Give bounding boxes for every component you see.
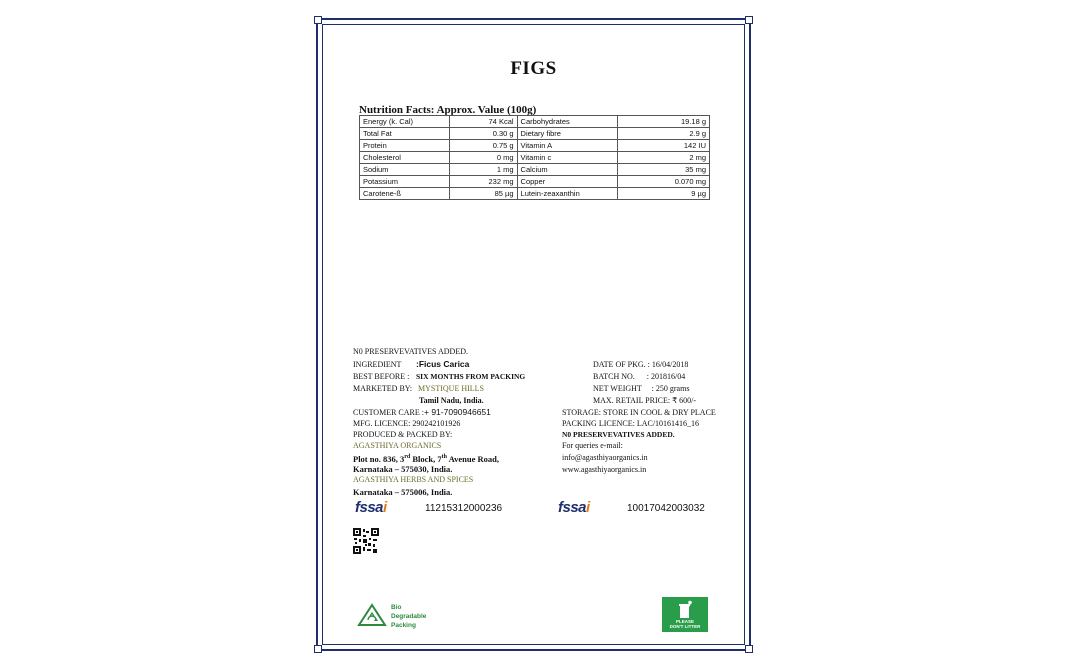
website-address: www.agasthiyaorganics.in (562, 465, 647, 474)
fssai-logo-i: i (586, 499, 590, 516)
nutrition-row (360, 188, 710, 200)
email-address: info@agasthiyaorganics.in (562, 453, 648, 462)
nutrient-name: Sodium (360, 164, 450, 176)
nutrient-name: Protein (360, 140, 450, 152)
nutrient-value: 0.070 mg (618, 176, 710, 188)
company-address-2: Karnataka – 575006, India. (353, 487, 453, 497)
corner-bottom-right (745, 645, 753, 653)
bio-line-1: Bio (391, 604, 402, 611)
address-part-c: Avenue Road, (447, 453, 500, 464)
address-sup-th: th (441, 454, 447, 460)
fssai-logo-i: i (383, 499, 387, 516)
ingredient-label: INGREDIENT (353, 360, 402, 369)
company-address-1 (353, 452, 499, 464)
queries-label: For queries e-mail: (562, 441, 623, 450)
nutrient-value: 232 mg (449, 176, 517, 188)
nutrient-value: 19.18 g (618, 116, 710, 128)
produced-by: PRODUCED & PACKED BY: (353, 430, 453, 439)
nutrient-name: Dietary fibre (517, 128, 618, 140)
fssai-logo-right (558, 499, 590, 516)
nutrient-name: Vitamin A (517, 140, 618, 152)
recycle-icon (357, 603, 387, 627)
fssai-logo-left (355, 499, 387, 516)
nutrient-name: Lutein-zeaxanthin (517, 188, 618, 200)
nutrition-heading: Nutrition Facts: Approx. Value (100g) (359, 104, 537, 116)
nutrient-value: 2 mg (618, 152, 710, 164)
nutrition-row (360, 152, 710, 164)
fssai-number-left: 11215312000236 (425, 503, 503, 514)
marketed-by-label: MARKETED BY: (353, 384, 413, 393)
fssai-logo-text: fssa (558, 499, 587, 516)
nutrient-value: 9 µg (618, 188, 710, 200)
company-name-2: AGASTHIYA HERBS AND SPICES (353, 475, 474, 484)
nutrition-row (360, 128, 710, 140)
company-address-1-line2: Karnataka – 575030, India. (353, 464, 453, 474)
address-part-b: Block, 7 (410, 453, 442, 464)
date-of-packing: DATE OF PKG. : 16/04/2018 (593, 360, 689, 369)
no-preservatives-left: N0 PRESERVEVATIVES ADDED. (353, 347, 468, 356)
address-sup-rd: rd (404, 454, 411, 460)
nutrition-row (360, 140, 710, 152)
marketed-by-value: MYSTIQUE HILLS (418, 384, 484, 393)
nutrient-name: Total Fat (360, 128, 450, 140)
bio-degradable-label (391, 603, 426, 630)
corner-top-right (745, 16, 753, 24)
fssai-number-right: 10017042003032 (627, 503, 705, 514)
bio-line-3: Packing (391, 622, 416, 629)
nutrient-name: Carbohydrates (517, 116, 618, 128)
nutrient-name: Vitamin c (517, 152, 618, 164)
bio-line-2: Degradable (391, 613, 427, 620)
product-title: FIGS (510, 58, 557, 79)
marketed-by-location: Tamil Nadu, India. (419, 396, 484, 405)
nutrient-value: 0.75 g (449, 140, 517, 152)
ingredient-value: :Ficus Carica (416, 359, 470, 369)
best-before-value: SIX MONTHS FROM PACKING (416, 372, 526, 381)
nutrition-row (360, 164, 710, 176)
nutrient-value: 2.9 g (618, 128, 710, 140)
nutrition-row (360, 176, 710, 188)
mfg-licence: MFG. LICENCE: 290242101926 (353, 419, 461, 428)
nutrient-name: Cholesterol (360, 152, 450, 164)
nutrient-name: Energy (k. Cal) (360, 116, 450, 128)
nutrient-value: 85 µg (449, 188, 517, 200)
nutrient-value: 142 IU (618, 140, 710, 152)
address-part-a: Plot no. 836, 3 (353, 453, 405, 464)
nutrition-table (359, 115, 710, 200)
nutrient-value: 1 mg (449, 164, 517, 176)
nutrient-value: 35 mg (618, 164, 710, 176)
nutrient-value: 74 Kcal (449, 116, 517, 128)
nutrient-name: Copper (517, 176, 618, 188)
nutrient-value: 0 mg (449, 152, 517, 164)
corner-bottom-left (314, 645, 322, 653)
dont-litter-badge (662, 597, 708, 632)
litter-line-2: DON'T LITTER (669, 624, 701, 629)
nutrient-name: Potassium (360, 176, 450, 188)
corner-top-left (314, 16, 322, 24)
litter-line-1: PLEASE (675, 619, 694, 624)
trash-bin-icon (676, 600, 694, 620)
no-preservatives-right: N0 PRESERVEVATIVES ADDED. (562, 430, 675, 439)
packing-licence: PACKING LICENCE: LAC/10161416_16 (562, 419, 700, 428)
nutrient-value: 0.30 g (449, 128, 517, 140)
company-name-1: AGASTHIYA ORGANICS (353, 441, 442, 450)
nutrient-name: Calcium (517, 164, 618, 176)
nutrition-row (360, 116, 710, 128)
fssai-logo-text: fssa (355, 499, 384, 516)
storage-instructions: STORAGE: STORE IN COOL & DRY PLACE (562, 408, 716, 417)
batch-number: BATCH NO. : 201816/04 (593, 372, 686, 381)
best-before-label: BEST BEFORE : (353, 372, 410, 381)
nutrient-name: Carotene-ß (360, 188, 450, 200)
max-retail-price: MAX. RETAIL PRICE: ₹ 600/- (593, 396, 697, 405)
customer-care-label: CUSTOMER CARE : (353, 408, 424, 417)
qr-code-icon (353, 528, 379, 554)
customer-care-value: + 91-7090946651 (424, 407, 491, 417)
net-weight: NET WEIGHT : 250 grams (593, 384, 690, 393)
